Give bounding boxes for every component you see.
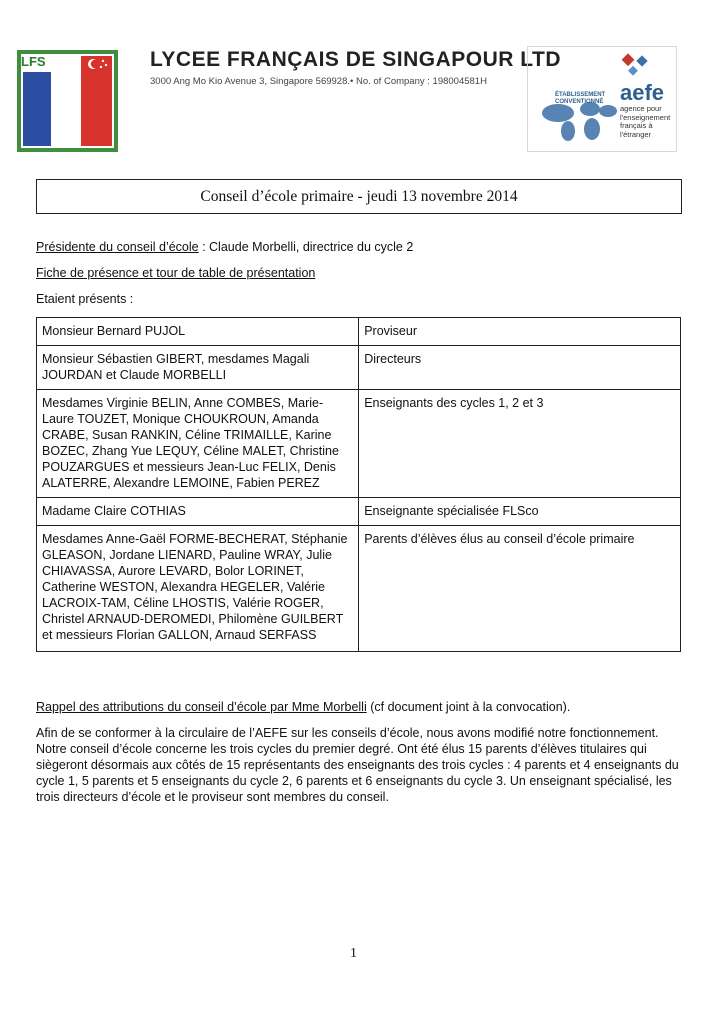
attendance-table [36,317,681,652]
presidente-value: : Claude Morbelli, directrice du cycle 2 [198,240,414,254]
attendee-role: Directeurs [359,346,681,390]
lfs-logo [17,50,118,152]
table-row [37,390,681,498]
document-title [36,179,682,214]
rappel-line [36,700,570,714]
presidente-line [36,240,413,254]
school-address: 3000 Ang Mo Kio Avenue 3, Singapore 569928.• No. of Company : 198004581H [150,76,487,87]
lfs-logo-text: LFS [21,54,46,69]
attendee-names: Mesdames Anne-Gaël FORME-BECHERAT, Stéphanie GLEASON, Jordane LIENARD, Pauline WRAY, Julie CHIAVASSA, Aurore LEVARD, Bolor LORINET, Catherine WESTON, Alexandra HEGELER, Valérie LACROIX-TAM, Céline LHOSTIS, Valérie ROGER, Christel ARNAUD-DEROMEDI, Philomène GUILBERT et messieurs Florian GALLON, Arnaud SERFASS [37,526,359,652]
presents-label: Etaient présents : [36,292,134,306]
document-title-text: Conseil d’école primaire - jeudi 13 novembre 2014 [200,187,518,205]
attendee-role: Enseignants des cycles 1, 2 et 3 [359,390,681,498]
attendee-names: Monsieur Sébastien GIBERT, mesdames Magali JOURDAN et Claude MORBELLI [37,346,359,390]
table-row [37,526,681,652]
attendee-names: Monsieur Bernard PUJOL [37,318,359,346]
aefe-tagline: agence pour l'enseignement français à l'étranger [620,104,671,139]
page-number: 1 [350,946,357,961]
rappel-label: Rappel des attributions du conseil d’école par Mme Morbelli [36,700,367,714]
aefe-symbol-icon [622,53,648,75]
letterhead [0,0,725,160]
table-row [37,318,681,346]
presidente-label: Présidente du conseil d’école [36,240,199,254]
aefe-logo [527,46,677,152]
attendee-role: Parents d’élèves élus au conseil d’école primaire [359,526,681,652]
attendee-role: Proviseur [359,318,681,346]
fiche-heading: Fiche de présence et tour de table de présentation [36,266,316,280]
rappel-suffix: (cf document joint à la convocation). [366,700,571,714]
aefe-wordmark: aefe [620,80,665,105]
school-name: LYCEE FRANÇAIS DE SINGAPOUR LTD [150,48,562,71]
attendee-names: Madame Claire COTHIAS [37,498,359,526]
attendee-role: Enseignante spécialisée FLSco [359,498,681,526]
attendee-names: Mesdames Virginie BELIN, Anne COMBES, Marie-Laure TOUZET, Monique CHOUKROUN, Amanda CRABE, Susan RANKIN, Céline TRIMAILLE, Karine BOZEC, Zhang Yue LEQUY, Céline MALET, Christine POUZARGUES et messieurs Jean-Luc FELIX, Denis ALATERRE, Alexandre LEMOINE, Fabien PEREZ [37,390,359,498]
body-paragraph: Afin de se conformer à la circulaire de l’AEFE sur les conseils d’école, nous avons modifié notre fonctionnement. Notre conseil d’école concerne les trois cycles du premier degré. Ont été élus 15 parents d’élèves titulaires qui siègeront désormais aux côtés de 15 représentants des enseignants des trois cycles : 4 parents et 4 enseignants du cycle 1, 5 parents et 5 enseignants du cycle 2, 6 parents et 6 enseignants du cycle 3. Un enseignant spécialisé, les trois directeurs d’école et le proviseur sont membres du conseil. [36,726,679,804]
table-row [37,346,681,390]
aefe-etablissement-label: ÉTABLISSEMENT CONVENTIONNÉ [555,92,606,105]
table-row [37,498,681,526]
